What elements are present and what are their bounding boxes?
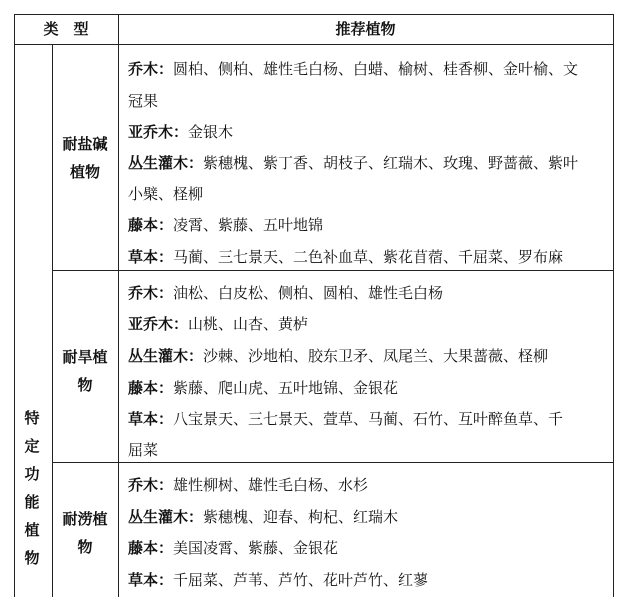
plant-row: 草本：马蔺、三七景天、二色补血草、紫花苜蓿、千屈菜、罗布麻 (128, 248, 564, 266)
plant-row: 藤本：美国凌霄、紫藤、金银花 (128, 539, 339, 557)
plant-row: 屈菜 (128, 441, 159, 459)
plant-row: 藤本：凌霄、紫藤、五叶地锦 (128, 216, 324, 234)
plant-row: 冠果 (128, 92, 159, 110)
main-category-char: 植 (24, 521, 40, 539)
group-name-drought-tolerant: 耐旱植 物 (62, 348, 108, 394)
plant-row: 乔木：雄性柳树、雄性毛白杨、水杉 (128, 476, 369, 494)
plant-row: 丛生灌木：紫穗槐、紫丁香、胡枝子、红瑞木、玫瑰、野蔷薇、紫叶 (128, 154, 579, 172)
plant-row: 小檗、柽柳 (128, 185, 204, 203)
plant-row: 乔木：油松、白皮松、侧柏、圆柏、雄性毛白杨 (128, 284, 444, 302)
main-category-char: 功 (24, 465, 40, 483)
plant-row: 亚乔木：金银木 (128, 123, 234, 141)
header-bottom-border (14, 44, 614, 45)
group-divider (52, 270, 614, 271)
group-name-waterlog-tolerant: 耐涝植 物 (62, 510, 108, 556)
plant-row: 丛生灌木：紫穗槐、迎春、枸杞、红瑞木 (128, 508, 399, 526)
table-right-border (613, 14, 614, 597)
header-recommended-plants: 推荐植物 (335, 20, 396, 38)
main-category-char: 物 (24, 549, 40, 567)
plant-row: 草本：八宝景天、三七景天、萱草、马蔺、石竹、互叶醉鱼草、千 (128, 410, 564, 428)
plant-row: 乔木：圆柏、侧柏、雄性毛白杨、白蜡、榆树、桂香柳、金叶榆、文 (128, 60, 579, 78)
group-divider (52, 462, 614, 463)
plant-row: 丛生灌木：沙棘、沙地柏、胶东卫矛、凤尾兰、大果蔷薇、柽柳 (128, 347, 549, 365)
table-top-border (14, 14, 614, 15)
group-name-salt-tolerant: 耐盐碱 植物 (62, 135, 108, 181)
plant-row: 亚乔木：山桃、山杏、黄栌 (128, 315, 309, 333)
header-type: 类 型 (43, 20, 89, 38)
plant-row: 草本：千屈菜、芦苇、芦竹、花叶芦竹、红蓼 (128, 571, 429, 589)
main-category-char: 定 (24, 437, 40, 455)
main-category-label (14, 404, 50, 572)
plant-row: 藤本：紫藤、爬山虎、五叶地锦、金银花 (128, 379, 399, 397)
main-category-char: 能 (24, 493, 40, 511)
main-category-char: 特 (24, 409, 40, 427)
type-divider (118, 14, 119, 597)
